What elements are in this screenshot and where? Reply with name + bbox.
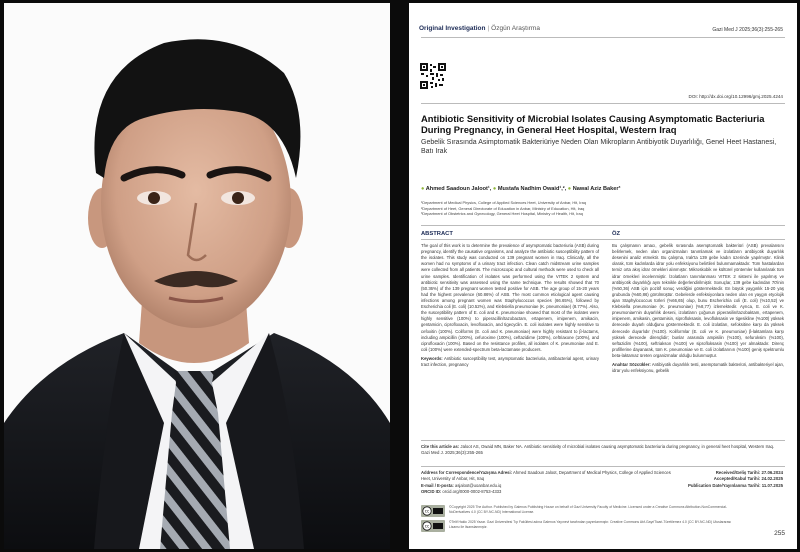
abstract-column bbox=[421, 243, 599, 368]
abstract-heading-rule bbox=[421, 239, 785, 240]
cite-this-article bbox=[421, 444, 783, 456]
article-first-page bbox=[409, 3, 797, 549]
publication-label: Publication Date/Yayınlanma Tarihi: bbox=[688, 482, 761, 488]
svg-text:cc: cc bbox=[424, 523, 430, 529]
received-date: 27.06.2024 bbox=[761, 470, 783, 475]
orcid-label: ORCID ID: bbox=[421, 488, 442, 494]
cite-rule bbox=[421, 440, 785, 441]
keywords-label: Keywords: bbox=[421, 355, 443, 361]
article-dates bbox=[688, 470, 783, 489]
email-label: E-mail / E-posta: bbox=[421, 482, 454, 488]
license-text-tr: ©Telif Hakkı 2025 Yazar. Gazi Üniversitesi Tıp Fakültesi adına Galenos Yayınevi tarafından yayımlanmıştır. Creative Commons Atıf-GayriTicari-Türetilemez 4.0 (CC BY-NC-ND) Uluslararası Lisansı ile lisanslanmıştır. bbox=[449, 520, 732, 529]
author-name: Ahmed Saadoun Jaloot¹ bbox=[425, 186, 490, 192]
keywords-text: Antibiotic susceptibility test, asymptomatic bacteriuria, antibacterial agent, urinary tract infection, pregnancy bbox=[421, 355, 599, 368]
article-title: Antibiotic Sensitivity of Microbial Isolates Causing Asymptomatic Bacteriuria During Pregnancy, in General Heet Hospital, Western Iraq bbox=[421, 113, 765, 136]
anahtar-sozcukler-label: Anahtar Sözcükler: bbox=[612, 362, 651, 368]
article-type-tr: Özgün Araştırma bbox=[491, 25, 540, 32]
oz-column bbox=[612, 243, 784, 374]
cc-license-icon bbox=[421, 520, 445, 532]
abstract-rule bbox=[421, 225, 785, 226]
affiliations bbox=[421, 200, 781, 217]
correspondence-label: Address for Correspondence/Yazışma Adresi: bbox=[421, 470, 513, 475]
svg-text:cc: cc bbox=[424, 508, 430, 514]
orcid-link[interactable]: orcid.org/0000-0002-8753-4333 bbox=[442, 488, 502, 494]
license-text-en: ©Copyright 2025 The Author. Published by Galenos Publishing House on behalf of Gazi University Faculty of Medicine. Licensed under a Creative Commons Attribution-NonCommercial-NoDerivatives 4.0 (CC BY-NC-ND) International License. bbox=[449, 505, 727, 514]
portrait-illustration bbox=[4, 3, 390, 549]
oz-text: Bu çalışmanın amacı, gebelik sırasında asemptomatik bakteriüri (ASB) prevalansını belirlemek, neden olan organizmaları tanımlamak ve izolatların antibiyotik duyarlılık desenini analiz etmektir. Bu çalışma, Irak'ta 139 gebe kadın üzerinde yapılmıştır. Klinik olarak, tüm kadınlarda idrar yolu enfeksiyonu belirtileri bulunmamaktadır. Tüm hastalardan temiz orta akış idrar örnekleri alınmıştır. Mikroskobik ve kültürel yöntemler kullanılarak tüm idrar örnekleri incelenmiştir. İzolatların tanımlanması VITEK 2 sistemi ile yapılmış ve antibiyotik duyarlılığı aynı teknikle değerlendirilmiştir. Sonuçlar, 139 gebe kadından 70'inin (%50,36) ASB için pozitif sonuç verdiğini göstermektedir. En büyük yaygınlık 15-20 yaş grubunda (%60,86) görülmüştür. Gebelerde enfeksiyonlara neden olan en yaygın etyolojik ajan Staphylococcus türleri (%66,65) olup, bunu Escherichia coli (E. coli) (%10,52) ve Klebsiella pneumoniae (K. pneumoniae) (%8,77) izlemektedir. Ayrıca, E. coli ve K. pneumoniae'nin duyarlılık deseni, izolatların çoğunun piperasilin/tazobaktam, ertapenem, imipenem, amikasin, gentamisin, siprofloksasin, levofloksasin ve tigesikline (%100) yüksek derecede duyarlı olduğunu göstermektedir. E. coli izolatları, sefoksitine karşı da yüksek derecede duyarlıdır (%100). Koliformlar (E. coli ve K. pneumoniae) β-laktamlara karşı yüksek derecede dirençlidir; bunlar arasında ampisilin (%100), sefuroksim (%100), seftazidim (%100), seftriakson (%100) ve siprofloksasin (%100) yer almaktadır. Direnç profillerine dayanarak, tüm K. pneumoniae ve E. coli izolatlarının (%100) geniş spektrumlu beta-laktamaz üreten organizmalar olduğu bulunmuştur. bbox=[612, 243, 784, 358]
correspondence-block bbox=[421, 470, 671, 495]
cite-text: Jaloot AS, Owaid MN, Baker NA. Antibiotic sensitivity of microbial isolates causing asymptomatic bacteriuria during pregnancy, in general heet hospital, Western Iraq. Gazi Med J. 2025;36(3):255-265 bbox=[421, 444, 775, 456]
author-name: Nawal Aziz Baker³ bbox=[572, 186, 621, 192]
orcid-icon[interactable]: ● bbox=[567, 186, 572, 192]
correspondence-text: Ahmed Saadoun Jaloot, Department of Medical Physics, College of Applied Sciences Heet, University of Anbar, Hit, Iraq bbox=[421, 470, 671, 482]
doi-rule bbox=[421, 103, 785, 104]
email-link[interactable]: asjaloot@uoanbar.edu.iq bbox=[454, 482, 502, 488]
affiliation: ³Department of Obstetrics and Gynecology, General Heet Hospital, Ministry of Health, Hit, Iraq bbox=[421, 211, 583, 217]
abstract-heading: ABSTRACT bbox=[421, 231, 453, 237]
affiliation: ¹Department of Medical Physics, College of Applied Sciences Heet, University of Anbar, Hit, Iraq bbox=[421, 200, 586, 205]
page-number: 255 bbox=[774, 530, 785, 537]
header-rule bbox=[421, 37, 785, 38]
author-portrait-photo bbox=[4, 3, 390, 549]
orcid-icon[interactable]: ● bbox=[492, 186, 497, 192]
affiliation: ²Department of Heet, General Directorate of Education in Anbar, Ministry of Education, Hit, Iraq bbox=[421, 205, 585, 211]
qr-code-icon bbox=[420, 63, 446, 89]
article-title-turkish: Gebelik Sırasında Asimptomatik Bakteriüriye Neden Olan Mikropların Antibiyotik Duyarlılığı, Genel Heet Hastanesi, Batı Irak bbox=[421, 139, 777, 155]
author-list: ● Ahmed Saadoun Jaloot¹, ● Mustafa Nadhim Owaid¹,², ● Nawal Aziz Baker³ bbox=[421, 186, 621, 192]
oz-heading: ÖZ bbox=[612, 231, 621, 237]
anahtar-sozcukler-text: Antibiyotik duyarlılık testi, asemptomatik bakteriüri, antibakteriyel ajan, idrar yolu enfeksiyonu, gebelik bbox=[612, 362, 784, 374]
cc-license-icon bbox=[421, 505, 445, 517]
received-label: Received/Geliş Tarihi: bbox=[715, 470, 761, 475]
accepted-date: 24.02.2025 bbox=[761, 476, 783, 482]
author-name: Mustafa Nadhim Owaid¹,² bbox=[497, 186, 565, 192]
accepted-label: Accepted/Kabul Tarihi: bbox=[713, 476, 761, 482]
abstract-text: The goal of this work is to determine the prevalence of asymptomatic bacteriuria (ASB) during pregnancy, identify the causative organisms, and analyze the antibiotic susceptibility pattern of the isolates. This study was conducted on 139 pregnant women in Iraq. Clinically, all the women had no symptoms of a urinary tract infection. Clean catch midstream urine samples were collected from all patients. The microscopic and cultural methods were used to check all urine samples. Identification of isolates was performed using the VITEK 2 system and antibiotic sensitivity was assessed using the same technique. The results showed that 70 (50.36%) of the 139 pregnant women tested positive for ASB. The age group of 15-20 years had the highest prevalence (60.86%) of ASB. The most common etiological agent causing infections among pregnant women was Staphylococcus species (66.65%), followed by Escherichia coli (E. coli) (10.52%), and Klebsiella pneumoniae (K. pneumoniae) (8.77%). Also, the susceptibility pattern of E. coli and K. pneumoniae showed that most of the isolates were highly sensitive (100%) to piperacillin/tazobactam, ertapenem, imipenem, amikacin, gentamicin, ciprofloxacin, levofloxacin, and tigecyclin. E. coli isolates were highly sensitive to cefoxitin (100%). Coliforms (E. coli and K. pneumoniae) were highly resistant to β-lactams, including ampicillin (100%), cefuroxime (100%), ceftazidime (100%), ceftriaxone (100%), and ciprofloxacin (100%). Based on the resistance profiles, all isolates of K. pneumoniae and E. coli (100%) were extended-spectrum beta-lactamase producers. bbox=[421, 243, 599, 352]
publication-date: 11.07.2025 bbox=[761, 482, 783, 488]
article-type-header: Original Investigation | Özgün Araştırma bbox=[419, 25, 540, 32]
journal-citation: Gazi Med J 2025;36(3):255-265 bbox=[712, 27, 783, 33]
doi-link[interactable]: DOI: http://dx.doi.org/10.12996/gmj.2025.4244 bbox=[688, 94, 783, 99]
article-type: Original Investigation bbox=[419, 25, 486, 32]
cite-label: Cite this article as: bbox=[421, 444, 460, 449]
orcid-icon[interactable]: ● bbox=[421, 186, 425, 192]
correspondence-rule bbox=[421, 466, 785, 467]
